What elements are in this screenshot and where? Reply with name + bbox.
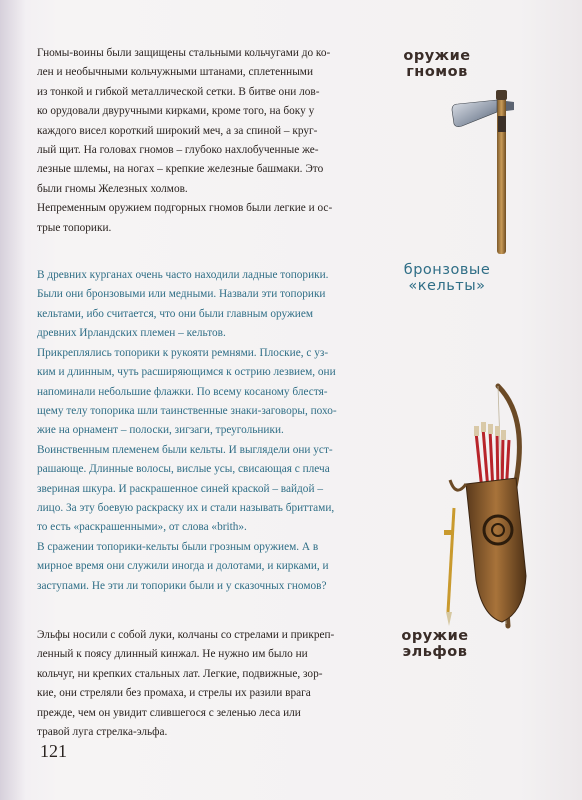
paragraph-celts-warriors xyxy=(37,441,375,538)
caption-bronze-celts xyxy=(398,262,496,294)
text-line: древних Ирландских племен – кельтов. xyxy=(37,327,226,340)
paragraph-celts-battle xyxy=(37,538,375,596)
text-line: из тонкой и гибкой металлической сетки. В битве они лов- xyxy=(37,85,320,98)
text-line: лый щит. На головах гномов – глубоко нахлобученные же- xyxy=(37,144,319,157)
text-line: лен и необычными кольчужными штанами, сплетенными xyxy=(37,66,313,79)
text-line: ленный к поясу длинный кинжал. Не нужно им было ни xyxy=(37,648,308,661)
caption-line: гномов xyxy=(406,64,468,80)
text-line: Прикреплялись топорики к рукояти ремнями. Плоские, с уз- xyxy=(37,346,329,359)
text-line: то есть «раскрашенными», от слова «brith». xyxy=(37,521,247,534)
text-line: Воинственным племенем были кельты. И выглядели они уст- xyxy=(37,443,333,456)
text-line: трые топорики. xyxy=(37,221,112,234)
text-line: каждого висел короткий широкий меч, а за спиной – круг- xyxy=(37,124,318,137)
text-line: кольчуг, ни крепких стальных лат. Легкие, подвижные, зор- xyxy=(37,667,323,680)
text-line: кельтами, ибо считается, что они были главным оружием xyxy=(37,307,313,320)
text-line: заступами. Не эти ли топорики были и у сказочных гномов? xyxy=(37,579,327,592)
caption-line: оружие xyxy=(401,628,469,644)
text-line: звериная шкура. И раскрашенное синей краской – вайдой – xyxy=(37,482,323,495)
text-line: рашающе. Длинные волосы, вислые усы, свисающая с плеча xyxy=(37,463,330,476)
dwarf-axe-illustration xyxy=(440,90,530,258)
page-number: 121 xyxy=(40,741,67,761)
caption-line: «кельты» xyxy=(408,278,486,294)
text-line: Эльфы носили с собой луки, колчаны со стрелами и прикреп- xyxy=(37,628,335,641)
text-line: Непременным оружием подгорных гномов были легкие и ос- xyxy=(37,202,333,215)
caption-line: эльфов xyxy=(402,644,468,660)
text-line: Гномы-воины были защищены стальными кольчугами до ко- xyxy=(37,47,331,59)
text-line: Были они бронзовыми или медными. Назвали эти топорики xyxy=(37,288,326,301)
text-line: лезные шлемы, на ногах – крепкие железные башмаки. Это xyxy=(37,163,324,176)
paragraph-elves xyxy=(37,626,375,742)
text-line: ким и длинным, чуть расширяющимся к острию лезвием, они xyxy=(37,366,336,379)
text-line: мирное время они служили иногда и долотами, и кирками, и xyxy=(37,560,329,573)
text-line: щему телу топорика шли таинственные знаки-заговоры, похо- xyxy=(37,404,337,417)
paragraph-dwarf-axes xyxy=(37,199,375,238)
text-line: жие на орнамент – полоски, зигзаги, треугольники. xyxy=(37,424,284,437)
text-line: прежде, чем он увидит слившегося с зеленью леса или xyxy=(37,706,301,719)
caption-line: бронзовые xyxy=(403,262,491,278)
text-line: В сражении топорики-кельты были грозным оружием. А в xyxy=(37,540,319,553)
text-line: лицо. За эту боевую раскраску их и стали называть бриттами, xyxy=(37,501,335,514)
text-line: ко орудовали двуручными кирками, кроме того, на боку у xyxy=(37,105,315,118)
main-text-column xyxy=(37,44,375,742)
caption-elf-weapon xyxy=(396,628,474,660)
text-line: кие, они стреляли без промаха, и стрелы их разили врага xyxy=(37,687,311,700)
paragraph-celts-barrows xyxy=(37,266,375,344)
text-line: В древних курганах очень часто находили ладные топорики. xyxy=(37,269,329,282)
text-line: травой луга стрелка-эльфа. xyxy=(37,726,168,738)
caption-line: оружие xyxy=(403,48,471,64)
elf-bow-quiver-illustration xyxy=(436,380,548,630)
caption-dwarf-weapon xyxy=(398,48,476,80)
paragraph-celts-hafting xyxy=(37,344,375,441)
paragraph-dwarf-armor xyxy=(37,44,375,199)
text-line: напоминали небольшие флажки. По всему косаному блестя- xyxy=(37,385,328,398)
text-line: были гномы Железных холмов. xyxy=(37,182,188,195)
